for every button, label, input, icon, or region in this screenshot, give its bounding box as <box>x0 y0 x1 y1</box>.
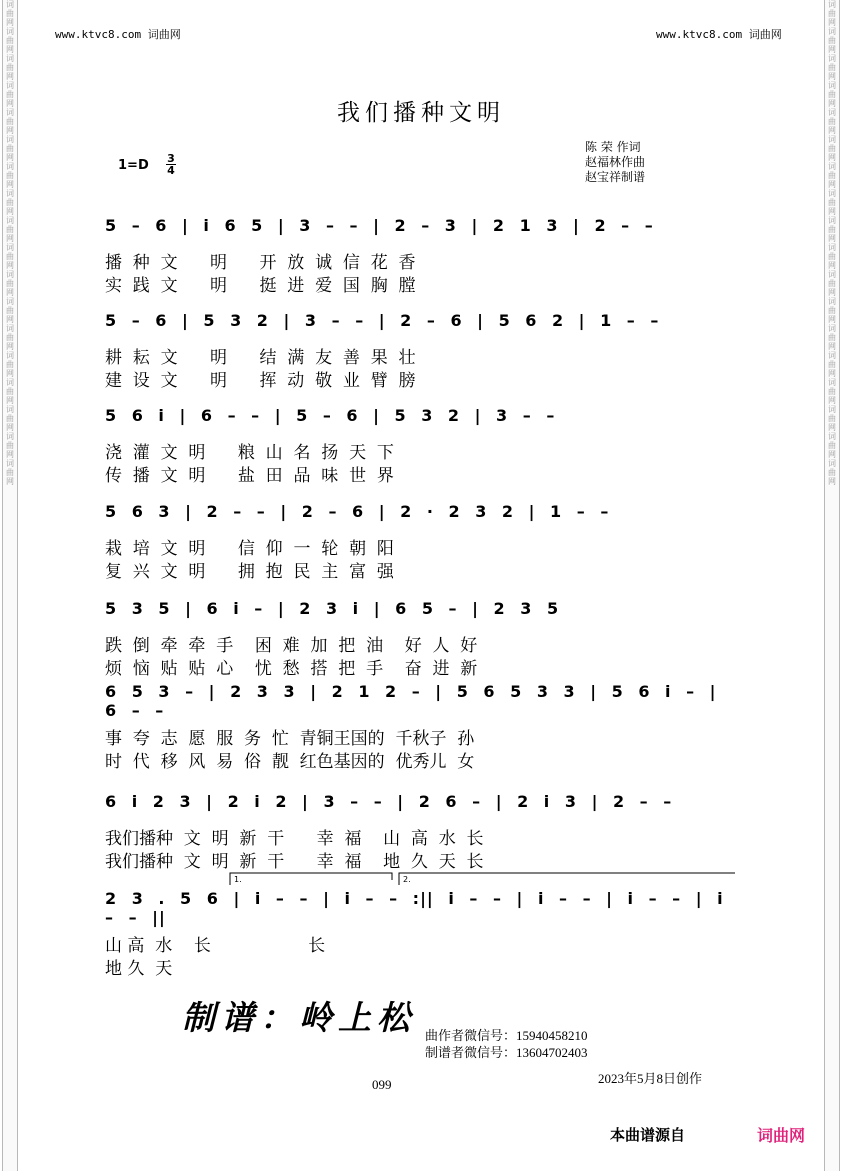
lyric-line-1: 播 种 文 明 开 放 诚 信 花 香 <box>105 253 416 273</box>
notes-line: 5 3 5 | 6 i – | 2 3 i | 6 5 – | 2 3 5 <box>105 598 560 618</box>
notes-line: 6 5 3 – | 2 3 3 | 2 1 2 – | 5 6 5 3 3 | 5 6 i – | 6 – – <box>105 682 717 720</box>
meter-top: 3 <box>167 152 175 165</box>
arranger-credit: 赵宝祥制谱 <box>585 170 646 184</box>
lyric-line-1: 浇 灌 文 明 粮 山 名 扬 天 下 <box>105 443 394 463</box>
composer-credit: 赵福林作曲 <box>585 155 646 169</box>
notes-line: 6 i 2 3 | 2 i 2 | 3 – – | 2 6 – | 2 i 3 | 2 – – <box>105 791 673 811</box>
lyric-line-2: 时 代 移 风 易 俗 靓 红色基因的 优秀儿 女 <box>105 752 475 772</box>
left-strip-text: 词曲网词曲网词曲网词曲网词曲网词曲网词曲网词曲网词曲网词曲网词曲网词曲网词曲网词曲网词曲网词曲网词曲网词曲网 <box>6 0 14 486</box>
lyric-line-1: 跌 倒 牵 牵 手 困 难 加 把 油 好 人 好 <box>105 636 478 656</box>
lyric-line-2: 复 兴 文 明 拥 抱 民 主 富 强 <box>105 562 394 582</box>
lyric-line-1: 山 高 水 长 长 <box>105 936 326 956</box>
lyric-line-1: 耕 耘 文 明 结 满 友 善 果 壮 <box>105 348 416 368</box>
volta-second-label: 2. <box>403 875 411 884</box>
right-strip-text: 词曲网词曲网词曲网词曲网词曲网词曲网词曲网词曲网词曲网词曲网词曲网词曲网词曲网词曲网词曲网词曲网词曲网词曲网 <box>828 0 836 486</box>
lyric-line-2: 实 践 文 明 挺 进 爱 国 胸 膛 <box>105 276 416 296</box>
page-number: 099 <box>372 1077 392 1092</box>
meter-bottom: 4 <box>167 164 175 177</box>
notes-line: 2 3 . 5 6 | i – – | i – – :|| i – – | i – – | i – – | i – – || <box>105 889 724 927</box>
source-site-link[interactable]: 词曲网 <box>757 1126 806 1145</box>
source-label: 本曲谱源自 <box>610 1126 686 1144</box>
lyric-line-1: 事 夸 志 愿 服 务 忙 青铜王国的 千秋子 孙 <box>105 729 475 749</box>
notes-line: 5 – 6 | i 6 5 | 3 – – | 2 – 3 | 2 1 3 | 2 – – <box>105 215 654 235</box>
arranger-wechat: 制谱者微信号：13604702403 <box>425 1045 588 1060</box>
lyric-line-2: 建 设 文 明 挥 动 敬 业 臂 膀 <box>105 371 416 391</box>
lyric-line-1: 我们播种 文 明 新 干 幸 福 山 高 水 长 <box>105 829 484 849</box>
lyric-line-2: 烦 恼 贴 贴 心 忧 愁 搭 把 手 奋 进 新 <box>105 659 478 679</box>
song-title: 我们播种文明 <box>337 100 505 126</box>
lyric-line-1: 栽 培 文 明 信 仰 一 轮 朝 阳 <box>105 539 394 559</box>
site-watermark-right[interactable]: www.ktvc8.com 词曲网 <box>656 28 782 41</box>
composer-wechat: 曲作者微信号：15940458210 <box>425 1028 588 1043</box>
notes-line: 5 6 3 | 2 – – | 2 – 6 | 2 · 2 3 2 | 1 – – <box>105 501 610 521</box>
lyricist-credit: 陈 荣 作词 <box>585 140 641 154</box>
lyric-line-2: 地 久 天 <box>105 959 173 979</box>
lyric-line-2: 传 播 文 明 盐 田 品 味 世 界 <box>105 466 394 486</box>
lyric-line-2: 我们播种 文 明 新 干 幸 福 地 久 天 长 <box>105 852 484 872</box>
arranger-signature: 制谱：岭上松 <box>182 998 416 1037</box>
volta-first-label: 1. <box>234 875 242 884</box>
notes-line: 5 6 i | 6 – – | 5 – 6 | 5 3 2 | 3 – – <box>105 405 556 425</box>
creation-date: 2023年5月8日创作 <box>598 1071 703 1086</box>
site-watermark-left[interactable]: www.ktvc8.com 词曲网 <box>55 28 181 41</box>
notes-line: 5 – 6 | 5 3 2 | 3 – – | 2 – 6 | 5 6 2 | 1 – – <box>105 310 660 330</box>
key-signature: 1=D <box>118 158 149 173</box>
